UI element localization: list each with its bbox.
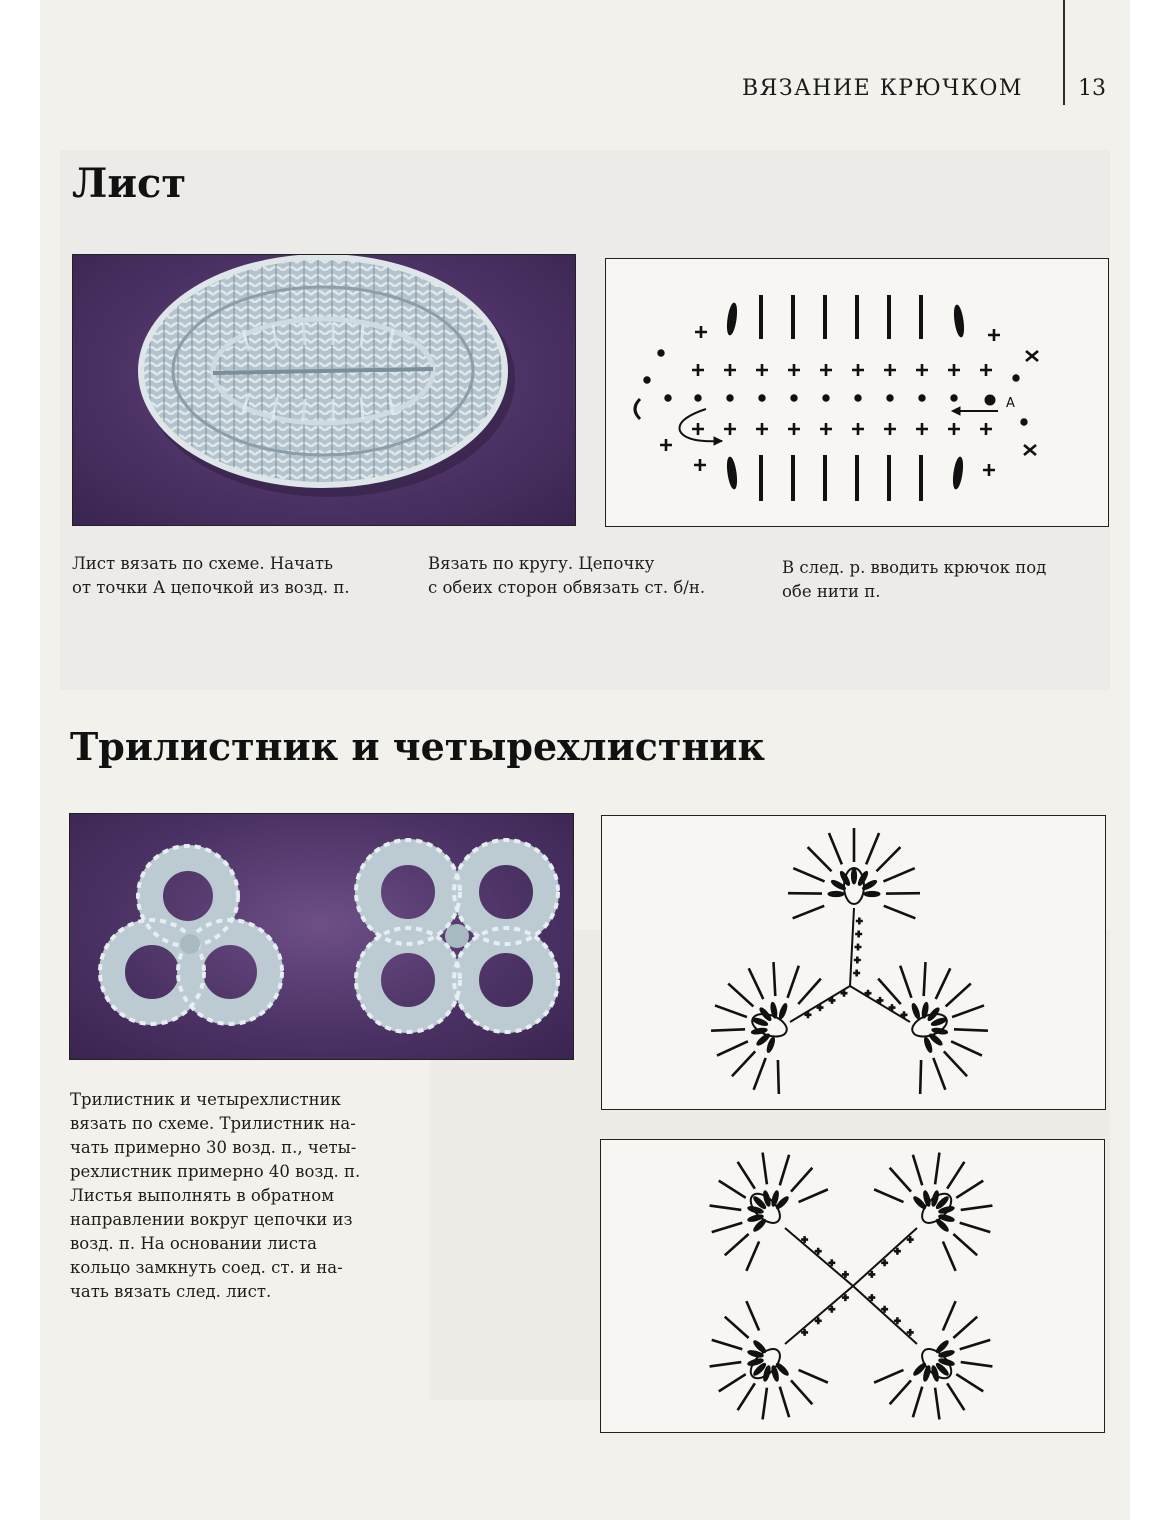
petal-stitch (961, 1362, 993, 1366)
single-crochet-symbol (820, 423, 832, 435)
petal-stitch (746, 1242, 759, 1271)
half-double-symbol (851, 868, 856, 884)
single-crochet-symbol (983, 464, 995, 476)
petal-stitch (874, 1370, 903, 1383)
petal-stitch (791, 1380, 812, 1404)
single-crochet-symbol (948, 423, 960, 435)
petal-stitch (780, 1387, 789, 1418)
single-crochet-symbol (692, 364, 704, 376)
petal-stitch (924, 962, 926, 996)
caption-line: В след. р. вводить крючок под (782, 558, 1047, 577)
single-crochet-symbol (884, 364, 896, 376)
running-title: ВЯЗАНИЕ КРЮЧКОМ (742, 76, 1023, 101)
trefoil-schema (601, 815, 1106, 1110)
petal-stitch (951, 1041, 982, 1055)
petal-stitch (712, 1223, 743, 1232)
single-crochet-symbol (856, 918, 863, 925)
chain-stitch-symbol (727, 395, 733, 401)
page-number: 13 (1078, 76, 1106, 101)
petal-stitch (763, 1153, 767, 1185)
clover-heading: Трилистник и четырехлистник (70, 724, 765, 769)
petal-stitch (788, 966, 799, 998)
caption-line: Лист вязать по схеме. Начать (72, 554, 333, 573)
petal-stitch (725, 1234, 749, 1255)
chain-stitch-symbol (919, 395, 925, 401)
petal-stitch (799, 1370, 828, 1383)
petal-stitch (943, 1242, 956, 1271)
petal-stitch (954, 1029, 988, 1030)
clover-photo (69, 813, 574, 1060)
petal-stitch (935, 1153, 939, 1185)
single-crochet-symbol (756, 423, 768, 435)
leaf-schema (605, 258, 1109, 527)
petal-stitch (799, 1189, 828, 1202)
petal-stitch (732, 1051, 755, 1076)
chain-stem (850, 986, 910, 1022)
half-double-symbol (864, 891, 880, 896)
chain-stem (853, 1228, 917, 1286)
single-crochet-symbol (788, 364, 800, 376)
petal-stitch (754, 1058, 766, 1090)
chain-stitch-symbol (759, 395, 765, 401)
caption-line: с обеих сторон обвязать ст. б/н. (428, 578, 706, 597)
chain-stitch-symbol (695, 395, 701, 401)
caption-line: кольцо замкнуть соед. ст. и на- (70, 1258, 343, 1277)
single-crochet-symbol (660, 439, 672, 451)
petal-stitch (935, 1388, 939, 1420)
chain-stitch-symbol (887, 395, 893, 401)
petal-stitch (953, 1317, 977, 1338)
half-double-symbol (911, 1003, 921, 1020)
petal-stitch (883, 868, 914, 881)
leaf-caption-1 (72, 552, 350, 600)
petal-stitch (798, 979, 821, 1004)
chain-stitch-symbol (658, 350, 664, 356)
petal-stitch (773, 962, 775, 996)
caption-line: обе нити п. (782, 582, 881, 601)
single-crochet-symbol (756, 364, 768, 376)
petal-stitch (920, 1060, 921, 1094)
single-crochet-symbol (980, 364, 992, 376)
petal-stitch (874, 1189, 903, 1202)
chain-stem (785, 1286, 853, 1344)
single-crochet-symbol (948, 364, 960, 376)
petal-stitch (778, 1060, 779, 1094)
leaf-caption-2 (428, 552, 705, 600)
clover-caption (70, 1088, 360, 1304)
petal-stitch (960, 1223, 991, 1232)
single-crochet-symbol (988, 329, 1000, 341)
caption-line: Трилистник и четырехлистник (70, 1090, 341, 1109)
single-crochet-symbol (788, 423, 800, 435)
single-crochet-symbol (724, 364, 736, 376)
single-crochet-symbol (724, 423, 736, 435)
single-crochet-symbol (854, 957, 861, 964)
petal-stitch (791, 1168, 812, 1192)
petal-stitch (900, 966, 911, 998)
turning-mark (635, 399, 640, 419)
caption-line: вязать по схеме. Трилистник на- (70, 1114, 356, 1133)
caption-line: Листья выполнять в обратном (70, 1186, 335, 1205)
petal-stitch (746, 1301, 759, 1330)
leaf-heading: Лист (72, 160, 187, 207)
chain-stitch-symbol (1013, 375, 1019, 381)
petal-stitch (712, 1340, 743, 1349)
arrow-head (952, 407, 960, 415)
petal-stitch (961, 1206, 993, 1210)
half-double-symbol (778, 1003, 788, 1020)
single-crochet-symbol (852, 423, 864, 435)
petal-stitch (913, 1155, 922, 1186)
single-crochet-symbol (916, 423, 928, 435)
single-crochet-symbol (855, 931, 862, 938)
chain-stitch-symbol (1021, 419, 1027, 425)
petal-stitch (947, 1383, 964, 1410)
petal-stitch (829, 833, 842, 864)
half-double-symbol (952, 457, 964, 490)
petal-stitch (738, 1162, 755, 1189)
petal-stitch (884, 906, 916, 919)
petal-stitch (793, 868, 824, 881)
direction-arrow (680, 409, 722, 441)
chain-stitch-symbol (791, 395, 797, 401)
caption-line: рехлистник примерно 40 возд. п. (70, 1162, 361, 1181)
petal-stitch (738, 1383, 755, 1410)
petal-stitch (956, 1374, 983, 1391)
petal-stitch (944, 1051, 967, 1076)
petal-stitch (956, 1181, 983, 1198)
schema-point-label: A (1006, 396, 1015, 411)
single-crochet-symbol (692, 423, 704, 435)
petal-stitch (943, 1301, 956, 1330)
petal-stitch (866, 833, 879, 864)
petal-stitch (953, 1234, 977, 1255)
petal-stitch (933, 1058, 945, 1090)
leaf-caption-3 (782, 556, 1046, 604)
caption-line: чать вязать след. лист. (70, 1282, 272, 1301)
single-crochet-symbol (916, 364, 928, 376)
petal-stitch (946, 984, 971, 1007)
petal-stitch (711, 1029, 745, 1030)
petal-stitch (890, 1380, 911, 1404)
single-crochet-symbol (852, 364, 864, 376)
petal-stitch (890, 1168, 911, 1192)
petal-stitch (808, 847, 832, 871)
start-point (985, 395, 995, 405)
slip-stitch-symbol (1026, 351, 1038, 361)
chain-stem (853, 1286, 917, 1344)
petal-stitch (952, 1005, 984, 1017)
single-crochet-symbol (855, 944, 862, 951)
caption-line: Вязать по кругу. Цепочку (428, 554, 655, 573)
arrow-head (714, 437, 722, 445)
chain-stem (785, 1228, 853, 1286)
chain-stitch-symbol (665, 395, 671, 401)
petal-stitch (876, 847, 900, 871)
petal-stitch (749, 968, 764, 999)
caption-line: чать примерно 30 возд. п., четы- (70, 1138, 357, 1157)
single-crochet-symbol (853, 970, 860, 977)
caption-line: направлении вокруг цепочки из (70, 1210, 353, 1229)
leaf-photo (72, 254, 576, 526)
quatrefoil-schema (600, 1139, 1105, 1433)
header-divider (1063, 0, 1065, 105)
half-double-symbol (953, 305, 965, 338)
petal-stitch (710, 1362, 742, 1366)
half-double-symbol (828, 891, 844, 896)
petal-stitch (936, 968, 951, 999)
single-crochet-symbol (695, 326, 707, 338)
chain-stitch-symbol (855, 395, 861, 401)
caption-line: возд. п. На основании листа (70, 1234, 317, 1253)
caption-line: от точки А цепочкой из возд. п. (72, 578, 350, 597)
half-double-symbol (726, 457, 738, 490)
petal-stitch (763, 1388, 767, 1420)
chain-stitch-symbol (951, 395, 957, 401)
petal-stitch (717, 1041, 748, 1055)
petal-stitch (719, 1181, 746, 1198)
petal-stitch (947, 1162, 964, 1189)
petal-stitch (780, 1155, 789, 1186)
single-crochet-symbol (884, 423, 896, 435)
chain-stitch-symbol (644, 377, 650, 383)
petal-stitch (728, 984, 753, 1007)
single-crochet-symbol (980, 423, 992, 435)
petal-stitch (715, 1005, 747, 1017)
petal-stitch (913, 1387, 922, 1418)
single-crochet-symbol (694, 459, 706, 471)
single-crochet-symbol (820, 364, 832, 376)
petal-stitch (793, 906, 825, 919)
petal-stitch (960, 1340, 991, 1349)
half-double-symbol (726, 303, 738, 336)
petal-stitch (710, 1206, 742, 1210)
petal-stitch (719, 1374, 746, 1391)
petal-stitch (725, 1317, 749, 1338)
slip-stitch-symbol (1024, 445, 1036, 455)
chain-stitch-symbol (823, 395, 829, 401)
